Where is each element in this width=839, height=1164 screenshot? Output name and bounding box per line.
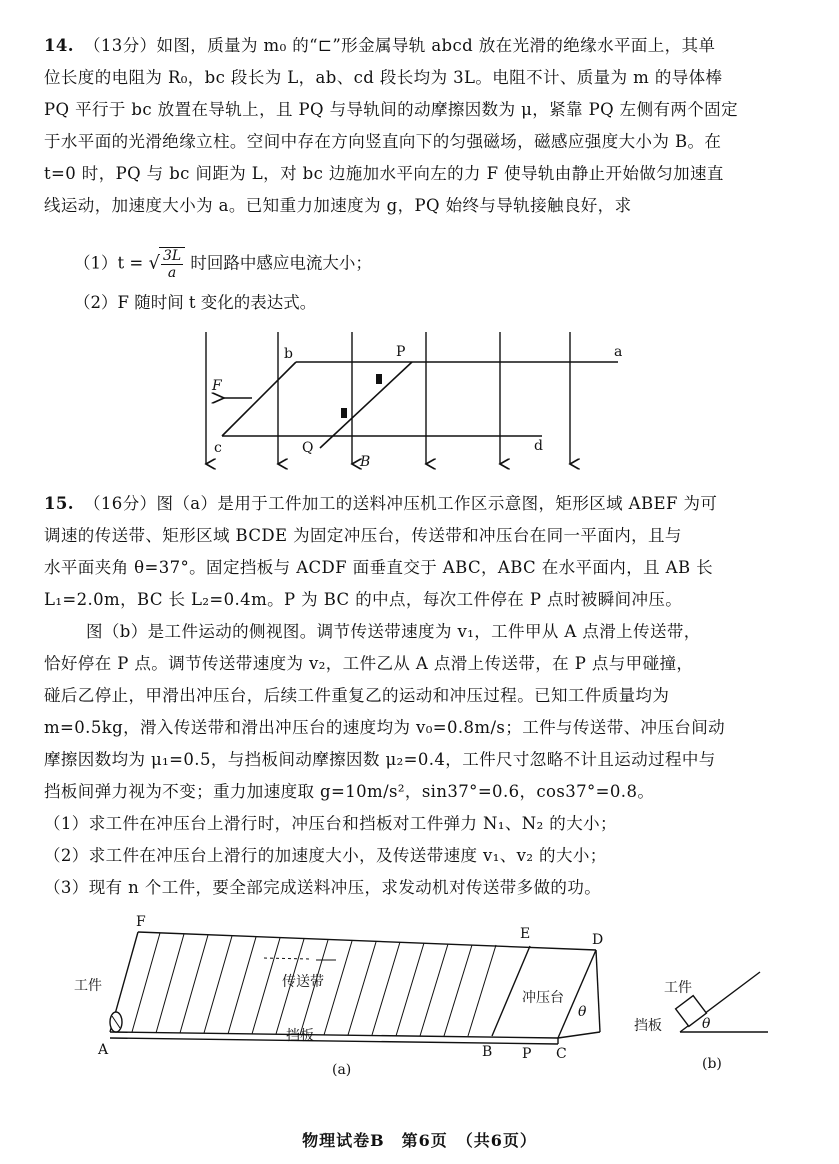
- label-workpiece-b: 工件: [664, 980, 692, 996]
- q15-sub-1: （1）求工件在冲压台上滑行时，冲压台和挡板对工件弹力 N₁、N₂ 的大小；: [44, 814, 617, 833]
- label-press: 冲压台: [522, 990, 564, 1006]
- q15-sub-3: （3）现有 n 个工件，要全部完成送料冲压，求发动机对传送带多做的功。: [44, 878, 602, 897]
- q14-line-4: 于水平面的光滑绝缘立柱。空间中存在方向竖直向下的匀强磁场，磁感应强度大小为 B。在: [44, 132, 722, 151]
- q15-line-5: 图（b）是工件运动的侧视图。调节传送带速度为 v₁，工件甲从 A 点滑上传送带，: [86, 622, 701, 641]
- label-B: B: [360, 454, 371, 470]
- q15-line-1: （16分）图（a）是用于工件加工的送料冲压机工作区示意图，矩形区域 ABEF 为可: [84, 494, 718, 513]
- conductor-rod-pq: [320, 362, 412, 448]
- question-14-text: [44, 30, 804, 222]
- q14-sub1-denominator: a: [167, 265, 177, 281]
- caption-b: (b): [702, 1056, 722, 1072]
- label-d: d: [534, 438, 543, 454]
- label-D: D: [592, 932, 604, 948]
- q14-line-2: 位长度的电阻为 R₀，bc 段长为 L，ab、cd 段长均为 3L。电阻不计、质量为 m 的导体棒: [44, 68, 723, 87]
- label-P: P: [396, 344, 406, 360]
- label-theta-b: θ: [702, 1016, 711, 1032]
- label-b: b: [284, 346, 293, 362]
- q14-sub-1: （1）t = √ $\frac{3L}{a}$ 时回路中感应电流大小；: [74, 248, 372, 281]
- question-15-number: 15.: [44, 494, 74, 513]
- q14-rail-figure: [190, 322, 623, 474]
- label-workpiece: 工件: [74, 978, 102, 994]
- label-A: A: [98, 1042, 109, 1058]
- q15-line-10: 挡板间弹力视为不变；重力加速度取 g=10m/s²，sin37°=0.6，cos37°=0.8。: [44, 782, 655, 801]
- metal-rail: [222, 362, 618, 448]
- caption-a: (a): [332, 1062, 352, 1078]
- label-belt: 传送带: [282, 974, 324, 990]
- label-B: B: [482, 1044, 493, 1060]
- q15-line-4: L₁=2.0m，BC 长 L₂=0.4m。P 为 BC 的中点，每次工件停在 P 点时被瞬间冲压。: [44, 590, 683, 609]
- label-C: C: [556, 1046, 567, 1062]
- question-14-number: 14.: [44, 36, 74, 55]
- q15-figure-b: [630, 960, 790, 1080]
- q14-line-3: PQ 平行于 bc 放置在导轨上，且 PQ 与导轨间的动摩擦因数为 μ，紧靠 PQ 左侧有两个固定: [44, 100, 738, 119]
- label-a: a: [614, 344, 623, 360]
- label-F: F: [212, 378, 222, 394]
- label-baffle: 挡板: [286, 1028, 314, 1044]
- label-Q: Q: [302, 440, 314, 456]
- q15-line-2: 调速的传送带、矩形区域 BCDE 为固定冲压台，传送带和冲压台在同一平面内，且与: [44, 526, 682, 545]
- question-15-text: [44, 488, 804, 904]
- q14-sub1-numerator: 3L: [162, 248, 182, 264]
- q15-line-8: m=0.5kg，滑入传送带和滑出冲压台的速度均为 v₀=0.8m/s；工件与传送带、冲压台间动: [44, 718, 725, 737]
- q14-line-1: （13分）如图，质量为 m₀ 的“⊏”形金属导轨 abcd 放在光滑的绝缘水平面上，其单: [84, 36, 716, 55]
- q14-sub1-prefix: （1）t =: [74, 253, 144, 273]
- q15-line-3: 水平面夹角 θ=37°。固定挡板与 ACDF 面垂直交于 ABC，ABC 在水平面内，且 AB 长: [44, 558, 714, 577]
- label-c: c: [214, 440, 222, 456]
- label-baffle-b: 挡板: [634, 1018, 662, 1034]
- q15-line-9: 摩擦因数均为 μ₁=0.5，与挡板间动摩擦因数 μ₂=0.4，工件尺寸忽略不计且运动过程中与: [44, 750, 716, 769]
- page-footer: 物理试卷B 第6页 （共6页）: [302, 1131, 537, 1150]
- q14-sub1-suffix: 时回路中感应电流大小；: [190, 253, 372, 273]
- q14-line-6: 线运动，加速度大小为 a。已知重力加速度为 g，PQ 始终与导轨接触良好，求: [44, 196, 632, 215]
- label-theta: θ: [578, 1004, 587, 1020]
- q14-line-5: t=0 时，PQ 与 bc 间距为 L，对 bc 边施加水平向左的力 F 使导轨由静止开始做匀加速直: [44, 164, 724, 183]
- q15-line-6: 恰好停在 P 点。调节传送带速度为 v₂，工件乙从 A 点滑上传送带，在 P 点与甲碰撞，: [44, 654, 694, 673]
- label-F: F: [136, 914, 146, 930]
- label-E: E: [520, 926, 531, 942]
- q15-line-7: 碰后乙停止，甲滑出冲压台，后续工件重复乙的运动和冲压过程。已知工件质量均为: [44, 686, 670, 705]
- q15-figure-a: [60, 912, 620, 1082]
- insulating-post-upper: [376, 374, 382, 384]
- q15-sub-2: （2）求工件在冲压台上滑行的加速度大小，及传送带速度 v₁、v₂ 的大小；: [44, 846, 607, 865]
- q14-sub-2: （2）F 随时间 t 变化的表达式。: [74, 293, 317, 312]
- insulating-post-lower: [341, 408, 347, 418]
- label-P: P: [522, 1046, 532, 1062]
